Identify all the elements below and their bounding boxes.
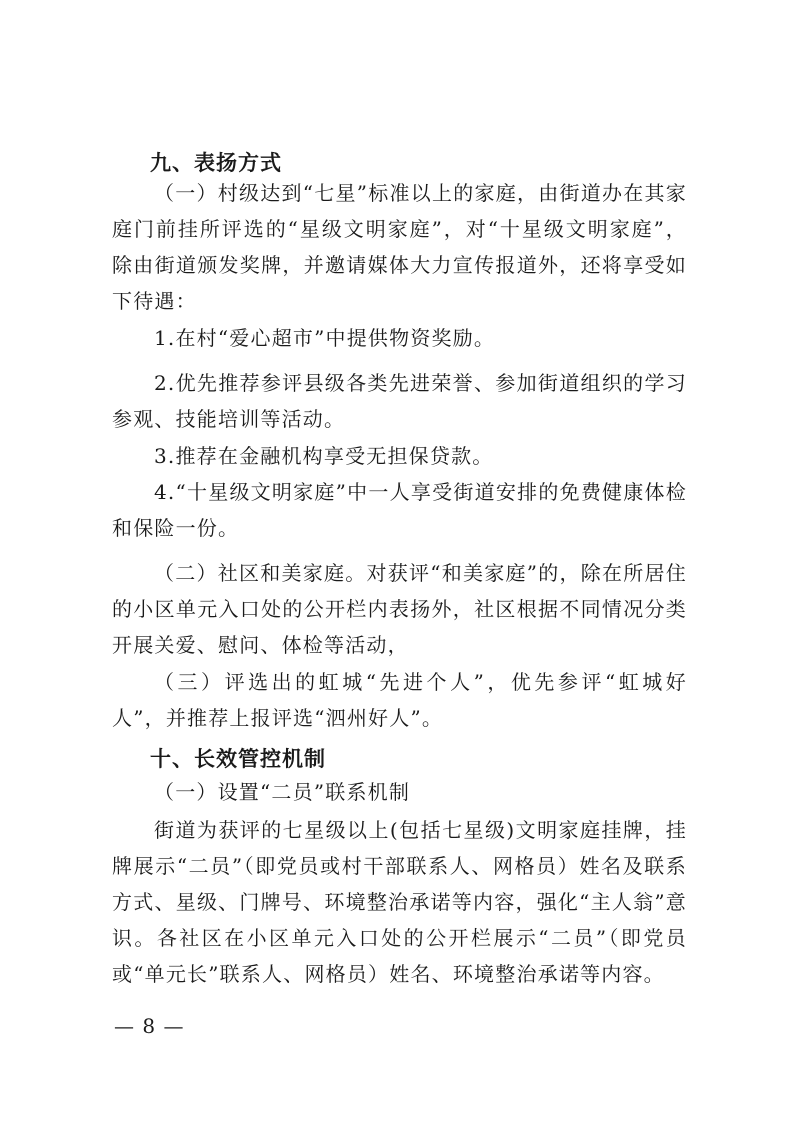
section-heading-10: 十、长效管控机制 [150,747,326,771]
subheading-1: （一）设置“二员”联系机制 [154,780,411,804]
paragraph-1: （一）村级达到“七星”标准以上的家庭，由街道办在其家庭门前挂所评选的“星级文明家庭”，对“十星级文明家庭”，除由街道颁发奖牌，并邀请媒体大力宣传报道外，还将享受如下待遇： [112,181,687,313]
paragraph-4: 街道为获评的七星级以上(包括七星级)文明家庭挂牌，挂牌展示“二员”（即党员或村干部联系人、网格员）姓名及联系方式、星级、门牌号、环境整治承诺等内容，强化“主人翁”意识。各社区在小区单元入口处的公开栏展示“二员”（即党员或“单元长”联系人、网格员）姓名、环境整治承诺等内容。 [112,818,687,986]
section-heading-9: 九、表扬方式 [150,151,282,175]
list-item-3: 3.推荐在金融机构享受无担保贷款。 [154,444,494,468]
page-number: — 8 — [114,1014,185,1038]
list-item-1: 1.在村“爱心超市”中提供物资奖励。 [154,326,496,350]
paragraph-2: （二）社区和美家庭。对获评“和美家庭”的，除在所居住的小区单元入口处的公开栏内表扬外，社区根据不同情况分类开展关爱、慰问、体检等活动， [112,561,687,657]
list-item-4: 4.“十星级文明家庭”中一人享受街道安排的免费健康体检和保险一份。 [112,480,687,540]
paragraph-3: （三）评选出的虹城“先进个人”，优先参评“虹城好人”，并推荐上报评选“泗州好人”。 [112,670,687,730]
list-item-2: 2.优先推荐参评县级各类先进荣誉、参加街道组织的学习参观、技能培训等活动。 [112,371,687,431]
